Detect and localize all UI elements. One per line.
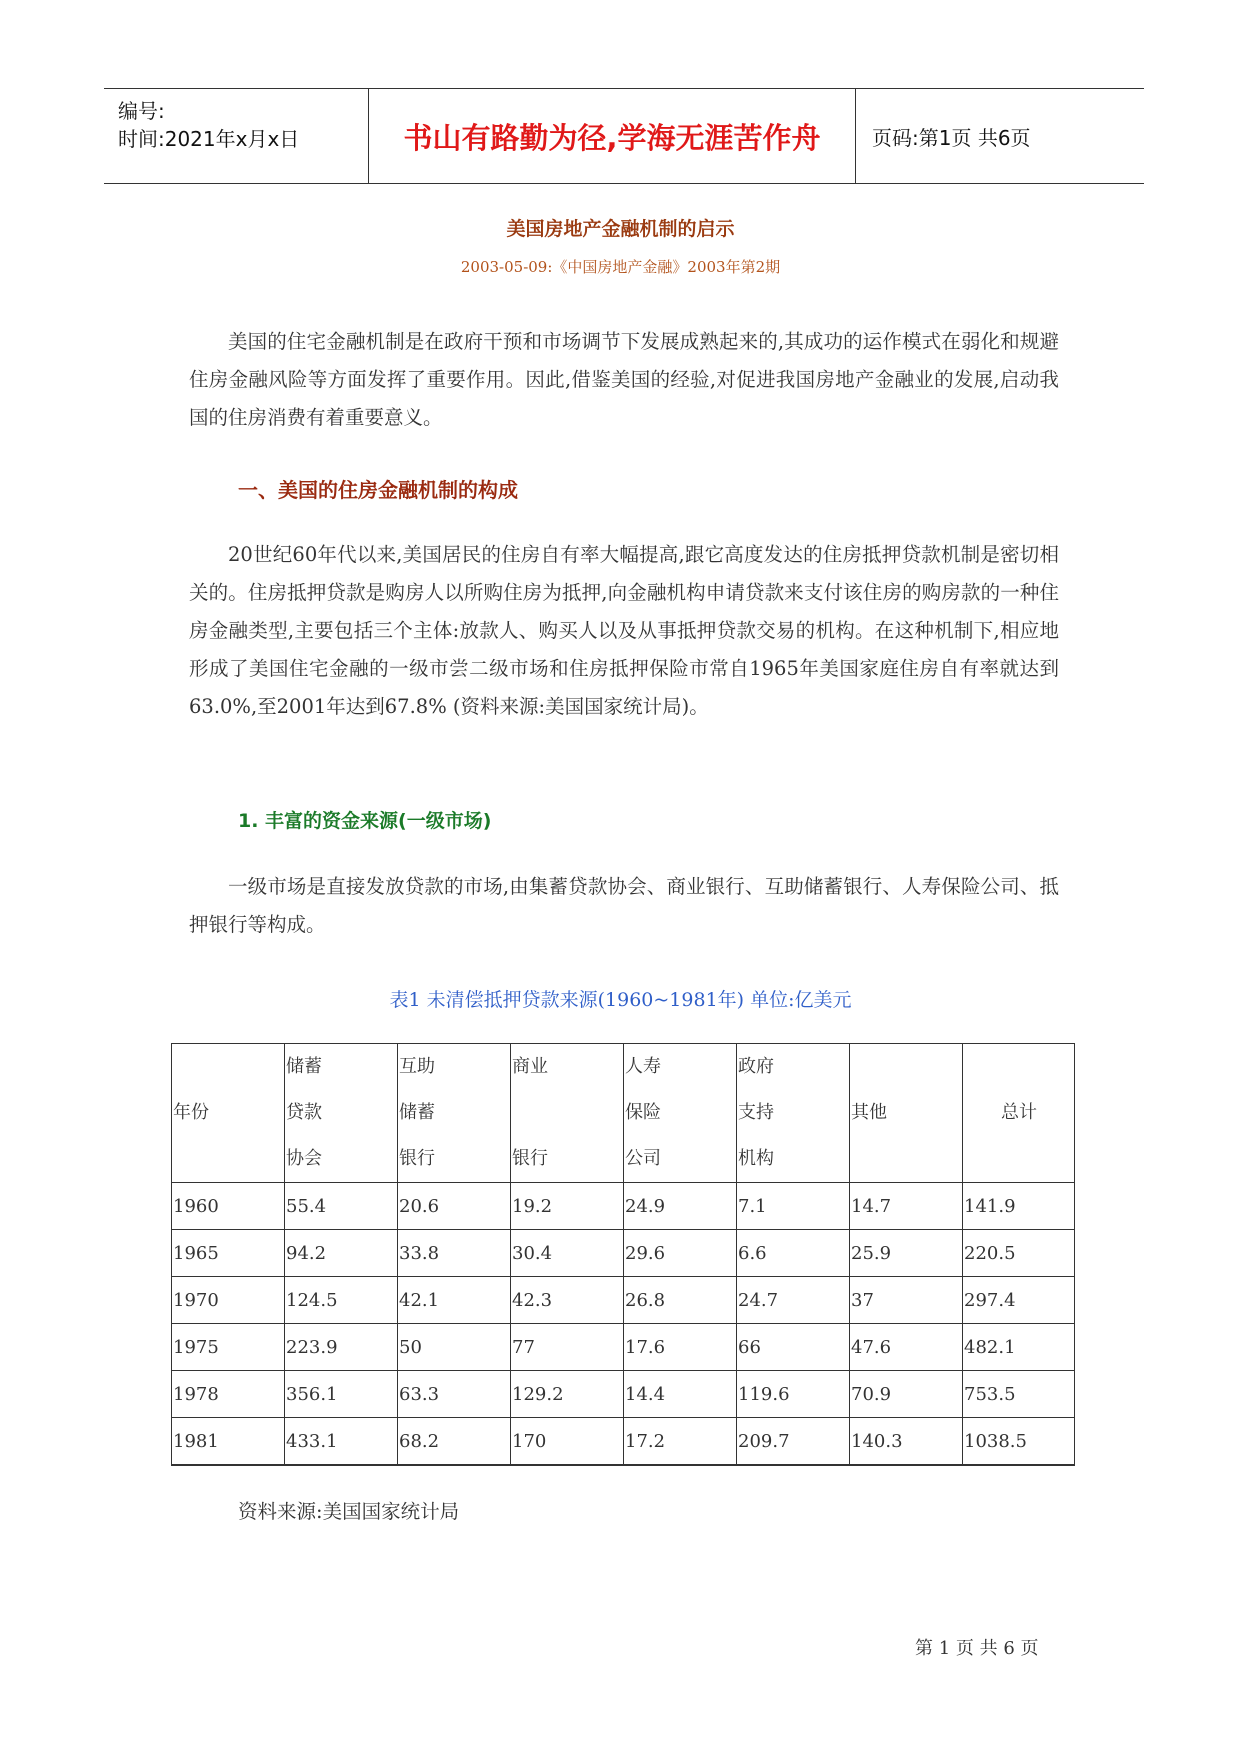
table-cell: 753.5	[963, 1371, 1075, 1418]
table-cell: 1975	[172, 1324, 285, 1371]
table-cell: 68.2	[398, 1418, 511, 1466]
table-header-line	[173, 1044, 284, 1090]
page-footer: 第 1 页 共 6 页	[915, 1638, 1039, 1659]
table-cell: 209.7	[737, 1418, 850, 1466]
source-note: 资料来源:美国国家统计局	[238, 1500, 460, 1523]
table-header-line	[964, 1136, 1074, 1182]
table-header-line	[964, 1044, 1074, 1090]
table-header-line: 储蓄	[286, 1056, 322, 1077]
page-header	[104, 88, 1144, 184]
table-header-line: 银行	[399, 1148, 435, 1169]
table-cell: 29.6	[624, 1230, 737, 1277]
table-cell: 25.9	[850, 1230, 963, 1277]
table-cell: 119.6	[737, 1371, 850, 1418]
article-title: 美国房地产金融机制的启示	[506, 218, 735, 240]
table-row	[172, 1324, 1075, 1371]
table-cell: 7.1	[737, 1183, 850, 1230]
table-cell: 129.2	[511, 1371, 624, 1418]
table-cell: 63.3	[398, 1371, 511, 1418]
table-header-cell	[172, 1044, 285, 1183]
table-header-line: 协会	[286, 1148, 322, 1169]
table-cell: 433.1	[285, 1418, 398, 1466]
table-row	[172, 1183, 1075, 1230]
table-header-row	[172, 1044, 1075, 1183]
table-header-line: 互助	[399, 1056, 435, 1077]
table-cell: 70.9	[850, 1371, 963, 1418]
table-cell: 1970	[172, 1277, 285, 1324]
table-cell: 6.6	[737, 1230, 850, 1277]
table-cell: 30.4	[511, 1230, 624, 1277]
table-cell: 1038.5	[963, 1418, 1075, 1466]
table-cell: 124.5	[285, 1277, 398, 1324]
table-cell: 1960	[172, 1183, 285, 1230]
table-header-cell	[737, 1044, 850, 1183]
table-header-line	[173, 1136, 284, 1182]
header-page-number: 页码:第1页 共6页	[872, 125, 1031, 150]
table-cell: 1978	[172, 1371, 285, 1418]
table-header-line: 公司	[625, 1148, 661, 1169]
table-cell: 66	[737, 1324, 850, 1371]
table-header-cell	[624, 1044, 737, 1183]
table-cell: 20.6	[398, 1183, 511, 1230]
table-cell: 42.3	[511, 1277, 624, 1324]
table-caption: 表1 未清偿抵押贷款来源(1960~1981年) 单位:亿美元	[389, 989, 852, 1011]
table-row	[172, 1230, 1075, 1277]
header-meta	[104, 89, 369, 183]
table-cell: 1981	[172, 1418, 285, 1466]
table-header-line: 保险	[625, 1102, 661, 1123]
table-header-cell	[850, 1044, 963, 1183]
table-cell: 24.7	[737, 1277, 850, 1324]
table-cell: 1965	[172, 1230, 285, 1277]
mortgage-sources-table	[171, 1043, 1075, 1466]
table-cell: 26.8	[624, 1277, 737, 1324]
table-header-line: 机构	[738, 1148, 774, 1169]
table-cell: 55.4	[285, 1183, 398, 1230]
table-header-line: 储蓄	[399, 1102, 435, 1123]
table-header-line: 年份	[173, 1102, 209, 1123]
subsection-heading: 1. 丰富的资金来源(一级市场)	[238, 810, 492, 832]
table-header-line	[851, 1136, 962, 1182]
table-cell: 94.2	[285, 1230, 398, 1277]
table-body	[172, 1183, 1075, 1466]
table-cell: 482.1	[963, 1324, 1075, 1371]
table-cell: 24.9	[624, 1183, 737, 1230]
table-cell: 14.4	[624, 1371, 737, 1418]
table-row	[172, 1277, 1075, 1324]
table-cell: 42.1	[398, 1277, 511, 1324]
table-cell: 297.4	[963, 1277, 1075, 1324]
table-cell: 19.2	[511, 1183, 624, 1230]
table-cell: 170	[511, 1418, 624, 1466]
table-cell: 223.9	[285, 1324, 398, 1371]
table-header-line: 总计	[1001, 1102, 1037, 1123]
table-cell: 220.5	[963, 1230, 1075, 1277]
table-cell: 356.1	[285, 1371, 398, 1418]
table-cell: 47.6	[850, 1324, 963, 1371]
table-header-line: 支持	[738, 1102, 774, 1123]
table-header-line: 人寿	[625, 1056, 661, 1077]
table-cell: 77	[511, 1324, 624, 1371]
table-cell: 141.9	[963, 1183, 1075, 1230]
table-header-cell	[398, 1044, 511, 1183]
table-header-cell	[285, 1044, 398, 1183]
table-row	[172, 1418, 1075, 1466]
table-cell: 14.7	[850, 1183, 963, 1230]
table-header-line: 其他	[851, 1102, 887, 1123]
section-paragraph: 20世纪60年代以来,美国居民的住房自有率大幅提高,跟它高度发达的住房抵押贷款机制是密切相关的。住房抵押贷款是购房人以所购住房为抵押,向金融机构申请贷款来支付该住房的购房款的一种住房金融类型,主要包括三个主体:放款人、购买人以及从事抵押贷款交易的机构。在这种机制下,相应地形成了美国住宅金融的一级市尝二级市场和住房抵押保险市常自1965年美国家庭住房自有率就达到63.0%,至2001年达到67.8% (资料来源:美国国家统计局)。	[189, 543, 1059, 718]
table-row	[172, 1371, 1075, 1418]
table-cell: 37	[850, 1277, 963, 1324]
document-number-label: 编号:	[118, 99, 165, 123]
table-cell: 17.2	[624, 1418, 737, 1466]
table-header-line	[851, 1044, 962, 1090]
document-time-label: 时间:2021年x月x日	[118, 127, 300, 151]
table-header-line: 商业	[512, 1056, 548, 1077]
subsection-paragraph: 一级市场是直接发放贷款的市场,由集蓄贷款协会、商业银行、互助储蓄银行、人寿保险公司、抵押银行等构成。	[189, 875, 1059, 936]
table-cell: 50	[398, 1324, 511, 1371]
intro-paragraph: 美国的住宅金融机制是在政府干预和市场调节下发展成熟起来的,其成功的运作模式在弱化和规避住房金融风险等方面发挥了重要作用。因此,借鉴美国的经验,对促进我国房地产金融业的发展,启动我国的住房消费有着重要意义。	[189, 330, 1059, 429]
table-header-cell	[511, 1044, 624, 1183]
article-subtitle: 2003-05-09:《中国房地产金融》2003年第2期	[460, 258, 781, 276]
table-cell: 17.6	[624, 1324, 737, 1371]
table-cell: 140.3	[850, 1418, 963, 1466]
table-header-line	[512, 1090, 623, 1136]
table-header-line: 银行	[512, 1148, 548, 1169]
table-cell: 33.8	[398, 1230, 511, 1277]
header-motto: 书山有路勤为径,学海无涯苦作舟	[369, 89, 856, 183]
table-header-line: 政府	[738, 1056, 774, 1077]
table-header-cell	[963, 1044, 1075, 1183]
table-header-line: 贷款	[286, 1102, 322, 1123]
section-heading: 一、美国的住房金融机制的构成	[238, 478, 518, 502]
